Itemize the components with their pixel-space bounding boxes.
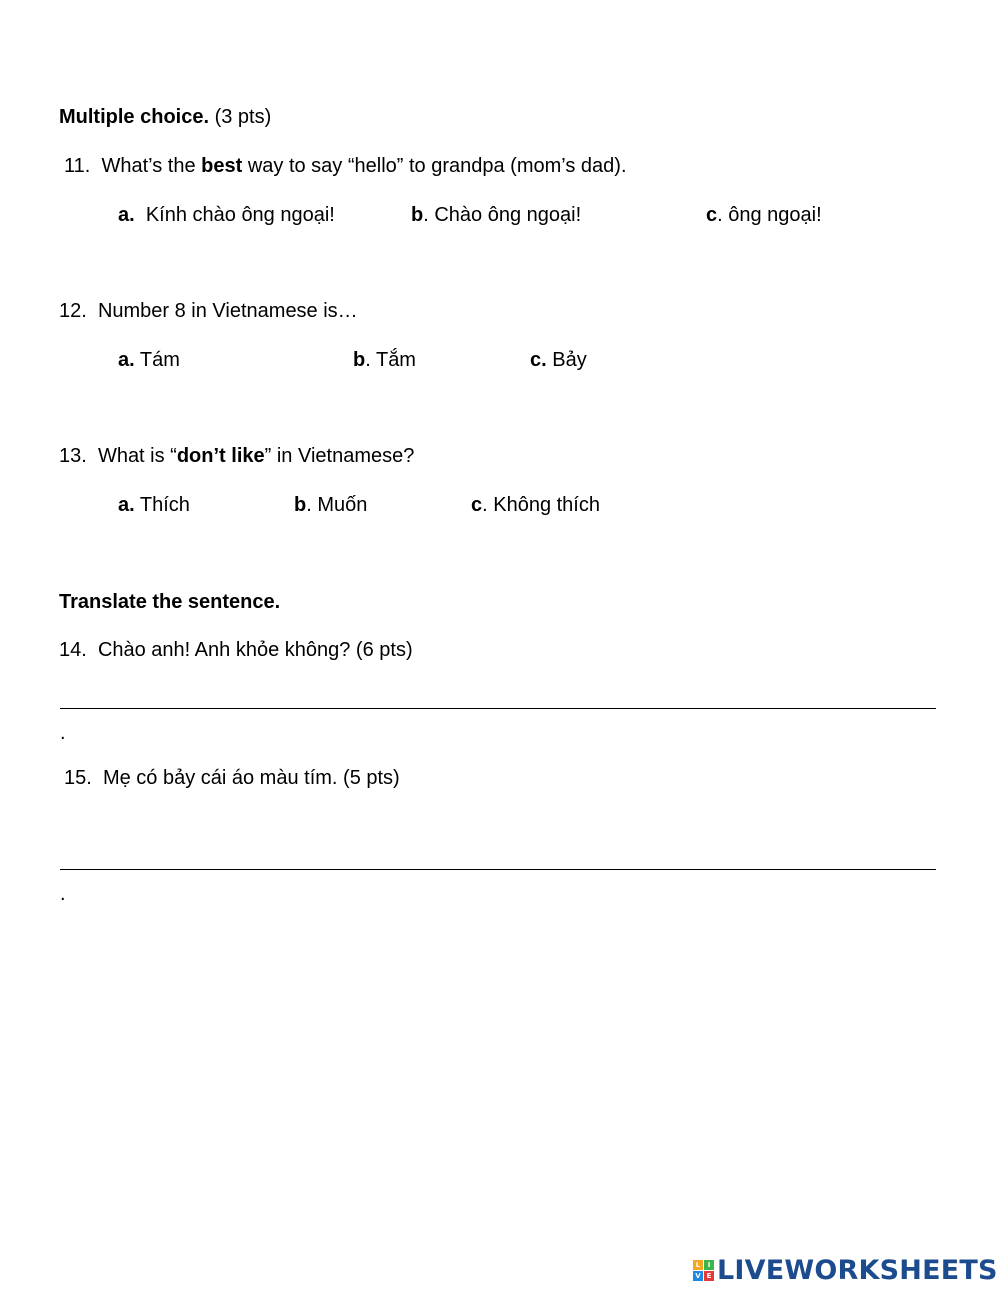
question-text: What is “: [97, 445, 177, 467]
option-letter: b: [294, 494, 307, 516]
question-number: 14.: [59, 639, 87, 661]
option-text: Bảy: [546, 349, 587, 371]
question-14: [59, 640, 413, 660]
section-points: (3 pts): [209, 106, 272, 128]
q12-option-c[interactable]: [530, 350, 587, 370]
question-text-end: ” in Vietnamese?: [264, 445, 415, 467]
question-number: 15.: [64, 767, 92, 789]
q13-option-b[interactable]: [294, 495, 367, 515]
question-text: What’s the: [101, 155, 202, 177]
option-text: Thích: [134, 494, 190, 516]
answer-line-end-dot: .: [60, 883, 66, 905]
option-letter: a.: [118, 204, 135, 226]
option-letter: c: [706, 204, 718, 226]
q12-option-b[interactable]: [353, 350, 416, 370]
q11-option-a[interactable]: [118, 205, 335, 225]
logo-text: LIVEWORKSHEETS: [717, 1254, 998, 1286]
answer-line-15[interactable]: [60, 869, 936, 870]
logo-mark-icon: [693, 1260, 714, 1281]
option-text: . Muốn: [306, 494, 368, 516]
q13-option-c[interactable]: [471, 495, 600, 515]
question-text-end: way to say “hello” to grandpa (mom’s dad).: [242, 155, 627, 177]
question-emphasis: best: [201, 155, 243, 177]
section-heading-translate: Translate the sentence.: [59, 591, 281, 613]
question-text: Mẹ có bảy cái áo màu tím. (5 pts): [102, 767, 400, 789]
logo-tile: I: [704, 1260, 714, 1270]
option-letter: a.: [118, 349, 135, 371]
q12-option-a[interactable]: [118, 350, 180, 370]
question-text: Chào anh! Anh khỏe không? (6 pts): [97, 639, 413, 661]
section-title: Multiple choice.: [59, 106, 210, 128]
q11-option-c[interactable]: [706, 205, 822, 225]
logo-tile: L: [693, 1260, 703, 1270]
option-letter: c.: [530, 349, 547, 371]
question-12: [59, 301, 358, 321]
option-text: . Tắm: [365, 349, 416, 371]
q11-option-b[interactable]: [411, 205, 581, 225]
question-11: [64, 156, 627, 176]
logo-tile: E: [704, 1271, 714, 1281]
question-number: 13.: [59, 445, 87, 467]
option-letter: c: [471, 494, 483, 516]
section-heading-multiple-choice: [59, 107, 271, 127]
option-text: Kính chào ông ngoại!: [145, 204, 335, 226]
option-letter: b: [411, 204, 424, 226]
liveworksheets-logo: [693, 1255, 998, 1285]
option-text: . Chào ông ngoại!: [423, 204, 582, 226]
option-text: . Không thích: [482, 494, 600, 516]
q13-option-a[interactable]: [118, 495, 190, 515]
logo-tile: V: [693, 1271, 703, 1281]
question-number: 11.: [64, 155, 91, 177]
option-letter: b: [353, 349, 366, 371]
question-emphasis: don’t like: [176, 445, 265, 467]
question-text: Number 8 in Vietnamese is…: [97, 300, 358, 322]
option-text: Tám: [134, 349, 180, 371]
option-letter: a.: [118, 494, 135, 516]
question-13: [59, 446, 414, 466]
answer-line-end-dot: .: [60, 722, 66, 744]
question-number: 12.: [59, 300, 87, 322]
question-15: [64, 768, 400, 788]
answer-line-14[interactable]: [60, 708, 936, 709]
option-text: . ông ngoại!: [717, 204, 822, 226]
